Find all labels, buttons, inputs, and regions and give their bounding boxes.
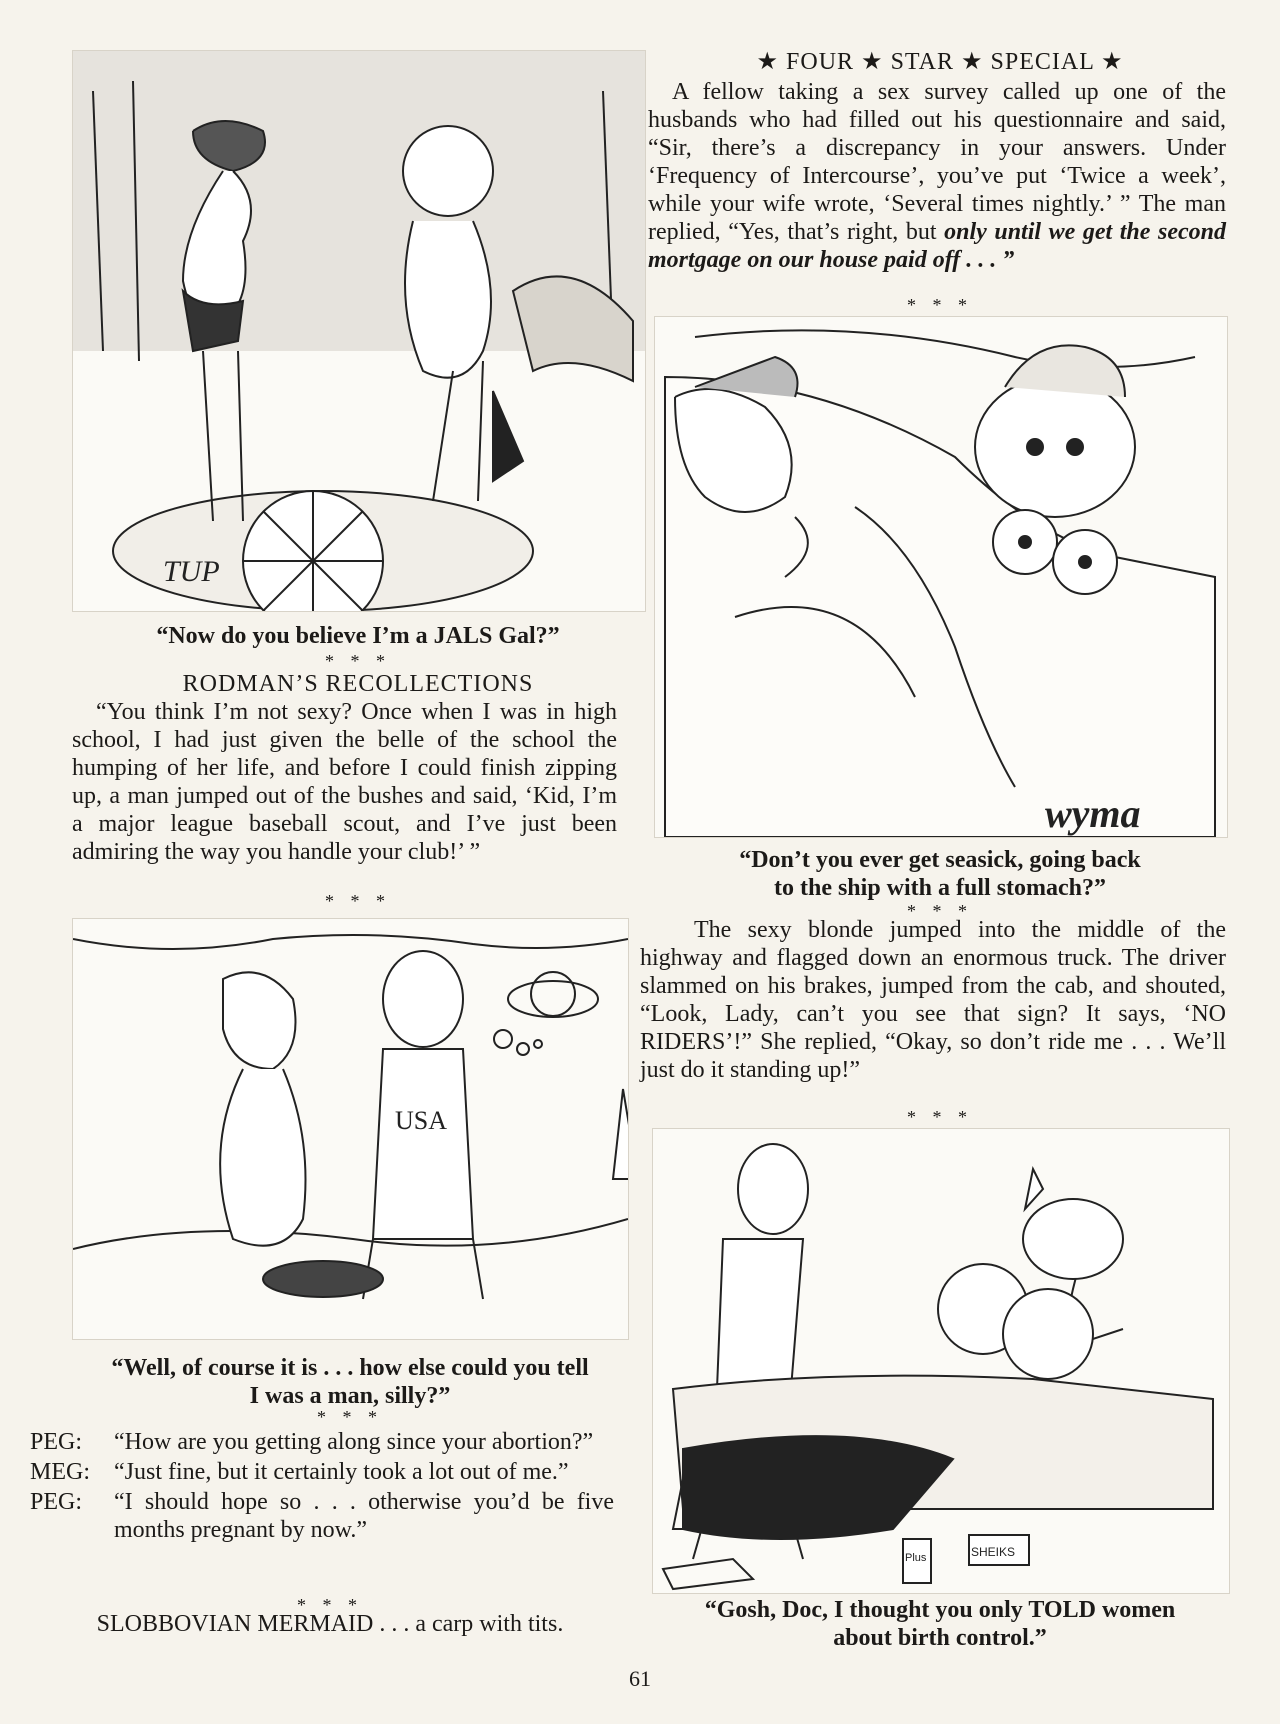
story-truck: The sexy blonde jumped into the middle of the highway and flagged down an enormous truck. The driver slammed on his brakes, jumped from the cab, and shouted, “Look, Lady, can’t you see that sign? It says, ‘NO RIDERS’!” She replied, “Okay, so don’t ride me . . . We’ll just do it standing up!”: [640, 917, 1226, 1083]
caption-space-line2: I was a man, silly?”: [249, 1383, 451, 1409]
cartoon-jals-gal: [72, 50, 646, 612]
separator-stars: * * *: [317, 1407, 383, 1427]
cartoon-doctor: [652, 1128, 1230, 1594]
speaker-label: MEG:: [30, 1459, 90, 1485]
special-story-text: A fellow taking a sex survey called up one of the husbands who had filled out his questionnaire and said, “Sir, there’s a discrepancy in your answers. Under ‘Frequency of Intercourse’, you’ve put ‘Twice a week’, while your wife wrote, ‘Several times nightly.’ ” The man replied, “Yes, that’s right, but: [648, 79, 1226, 245]
separator-stars: * * *: [907, 901, 973, 921]
special-story-punchline: only until we get the second mortgage on our house paid off . . . ”: [648, 219, 1226, 273]
caption-space-line1: “Well, of course it is . . . how else could you tell: [111, 1355, 589, 1381]
speaker-label: PEG:: [30, 1429, 83, 1455]
bottle-label: Plus: [905, 1552, 927, 1564]
cartoon-space-usa: [72, 918, 629, 1340]
caption-seasick-line1: “Don’t you ever get seasick, going back: [739, 847, 1141, 873]
dialogue-line: [30, 1458, 614, 1486]
box-label: SHEIKS: [971, 1545, 1016, 1559]
separator-stars: * * *: [325, 891, 391, 911]
special-title: ★ FOUR ★ STAR ★ SPECIAL ★: [756, 49, 1124, 75]
separator-stars: * * *: [297, 1595, 363, 1615]
cartoon-signature: wyma: [1045, 791, 1141, 836]
caption-doctor-line2: about birth control.”: [833, 1625, 1047, 1651]
special-story: [648, 78, 1226, 274]
page-number: 61: [629, 1666, 651, 1691]
dialogue-line: [30, 1488, 614, 1544]
dialogue-peg-meg: [30, 1428, 614, 1544]
caption-seasick-line2: to the ship with a full stomach?”: [773, 875, 1107, 901]
separator-stars: * * *: [907, 1107, 973, 1127]
cartoon-signature: TUP: [163, 555, 220, 588]
separator-stars: * * *: [325, 651, 391, 671]
speaker-label: PEG:: [30, 1489, 83, 1515]
caption-jals-gal: “Now do you believe I’m a JALS Gal?”: [156, 623, 560, 649]
story-rodman: “You think I’m not sexy? Once when I was in high school, I had just given the belle of the school the humping of her life, and before I could finish zipping up, a man jumped out of the bushes and said, ‘Kid, I’m a major league baseball scout, and I’ve just been admiring the way you handle your club!’ ”: [72, 699, 617, 865]
cartoon-seasick-bed: [654, 316, 1228, 838]
dialogue-text: “I should hope so . . . otherwise you’d be five months pregnant by now.”: [114, 1489, 614, 1543]
dialogue-line: [30, 1428, 614, 1456]
separator-stars: * * *: [907, 295, 973, 315]
dialogue-text: “Just fine, but it certainly took a lot out of me.”: [114, 1459, 569, 1485]
caption-doctor-line1: “Gosh, Doc, I thought you only TOLD women: [704, 1597, 1176, 1623]
dialogue-text: “How are you getting along since your abortion?”: [114, 1429, 594, 1455]
joke-mermaid: SLOBBOVIAN MERMAID . . . a carp with tits.: [96, 1611, 564, 1637]
section-heading-rodman: RODMAN’S RECOLLECTIONS: [182, 671, 534, 697]
usa-badge: USA: [395, 1106, 448, 1135]
